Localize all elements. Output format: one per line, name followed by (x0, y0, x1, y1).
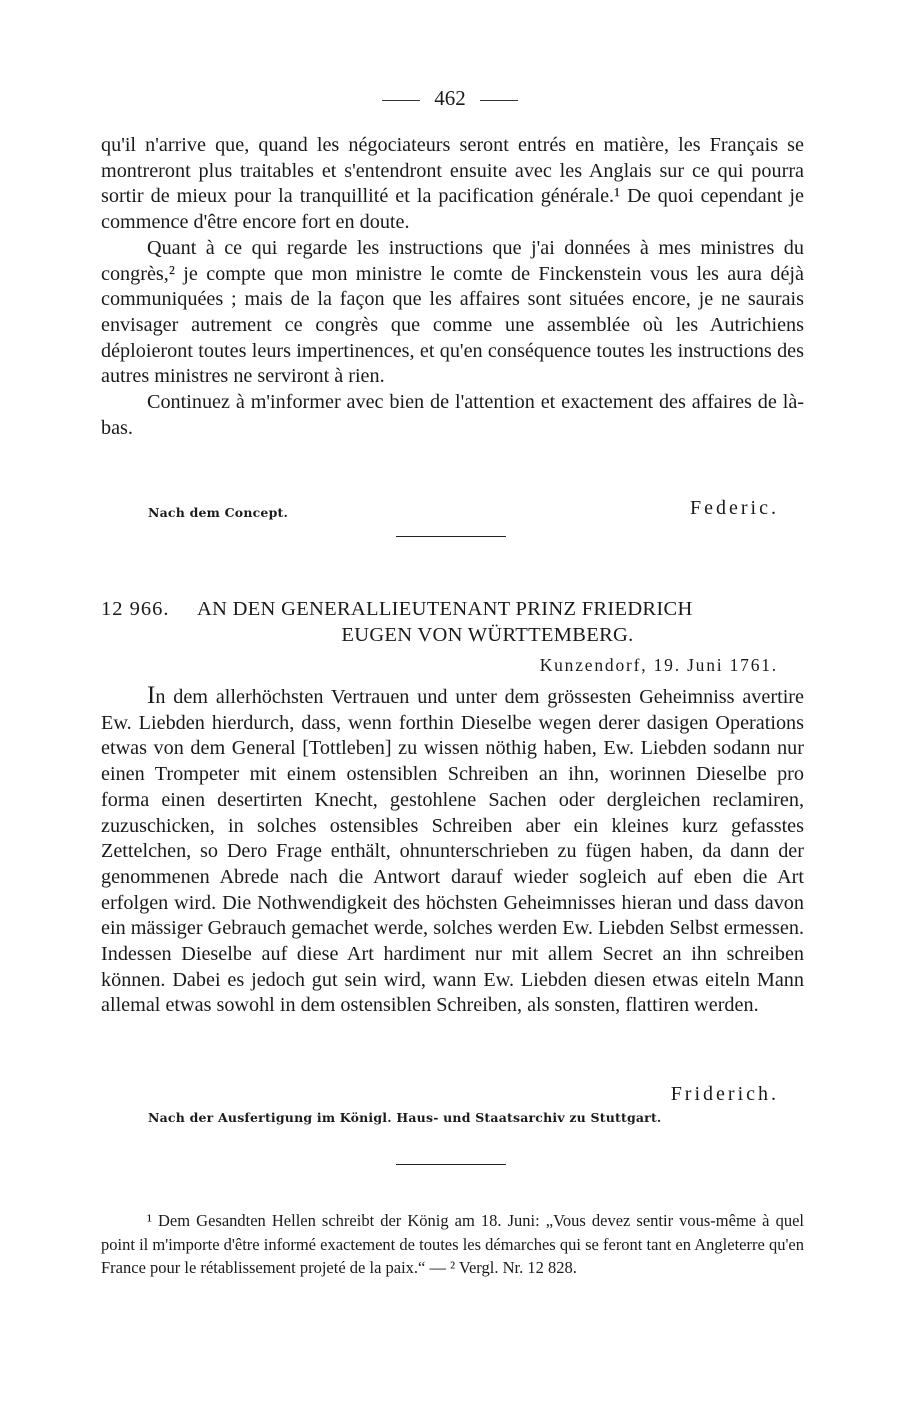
letter2-paragraph: n dem allerhöchsten Vertrauen und unter dem grössesten Geheimniss avertire Ew. Liebden hierdurch, dass, wenn forthin Dieselbe wegen derer dasigen Operations etwas von dem General [Tottleben] zu wissen nöthig haben, Ew. Liebden sodann nur einen Trompeter mit einem ostensiblen Schreiben an ihn, worinnen Dieselbe pro forma einen desertirten Knecht, gestohlene Sachen oder dergleichen reclamiren, zuzuschicken, in solches ostensibles Schreiben aber ein kleines kurz gefasstes Zettelchen, so Dero Frage enthält, ohnunterschrieben zu fügen haben, da dann der genommenen Abrede nach die Antwort darauf wieder sogleich auf eben die Art erfolgen wird. Die Nothwendigkeit des höchsten Geheimnisses hieran und dass davon ein mässiger Gebrauch gemachet werde, solches werden Ew. Liebden Selbst ermessen. Indessen Dieselbe auf diese Art hardiment nur mit allem Secret an ihn schreiben können. Dabei es jedoch gut sein wird, wann Ew. Liebden diesen etwas eiteln Mann allemal etwas sowohl in dem ostensiblen Schreiben, als sonsten, flattiren werden. (101, 686, 804, 1017)
letter1-body (101, 133, 804, 441)
letter1-paragraph: qu'il n'arrive que, quand les négociateurs seront entrés en matière, les Français se montreront plus traitables et s'entendront ensuite avec les Anglais sur ce qui pourra sortir de mieux pour la tranquillité et la pacification générale.¹ De quoi cependant je commence d'être encore fort en doute. (101, 134, 804, 234)
addressee-line2: EUGEN VON WÜRTTEMBERG. (341, 624, 634, 646)
letter2-body (101, 683, 804, 1019)
page-header (0, 86, 900, 111)
letter2-dateline: Kunzendorf, 19. Juni 1761. (539, 655, 778, 675)
footnote-divider (396, 1164, 506, 1165)
letter1-source-note: Nach dem Concept. (148, 505, 289, 520)
letter2-signature: Friderich. (670, 1083, 779, 1105)
footnotes (101, 1209, 804, 1280)
letter1-paragraph: Continuez à m'informer avec bien de l'attention et exactement des affaires de là-bas. (101, 391, 804, 439)
letter2-dropcap: I (147, 682, 156, 709)
addressee-line1: AN DEN GENERALLIEUTENANT PRINZ FRIEDRICH (197, 598, 693, 620)
letter1-signature: Federic. (690, 497, 779, 519)
letter1-paragraph: Quant à ce qui regarde les instructions que j'ai données à mes ministres du congrès,² je compte que mon ministre le comte de Finckenstein vous les aura déjà communiquées ; mais de la façon que les affaires sont situées encore, je ne saurais envisager autrement ce congrès que comme une assemblée où les Autrichiens déploieront toutes leurs impertinences, et qu'en conséquence toutes les instructions des autres ministres ne serviront à rien. (101, 236, 804, 388)
page-number: 462 (434, 86, 466, 110)
letter2-heading (101, 596, 804, 648)
header-dash-right (480, 100, 518, 101)
letter2-source-note: Nach der Ausfertigung im Königl. Haus- und Staatsarchiv zu Stuttgart. (148, 1110, 662, 1125)
document-number: 12 966. (101, 598, 170, 620)
header-dash-left (382, 100, 420, 101)
section-divider (396, 536, 506, 537)
footnote-text: ¹ Dem Gesandten Hellen schreibt der König am 18. Juni: „Vous devez sentir vous-même à quel point il m'importe d'être informé exactement de toutes les démarches qui se feront tant en Angleterre qu'en France pour le rétablissement projeté de la paix.“ — ² Vergl. Nr. 12 828. (101, 1211, 804, 1278)
letter2-heading-line1 (101, 596, 804, 622)
